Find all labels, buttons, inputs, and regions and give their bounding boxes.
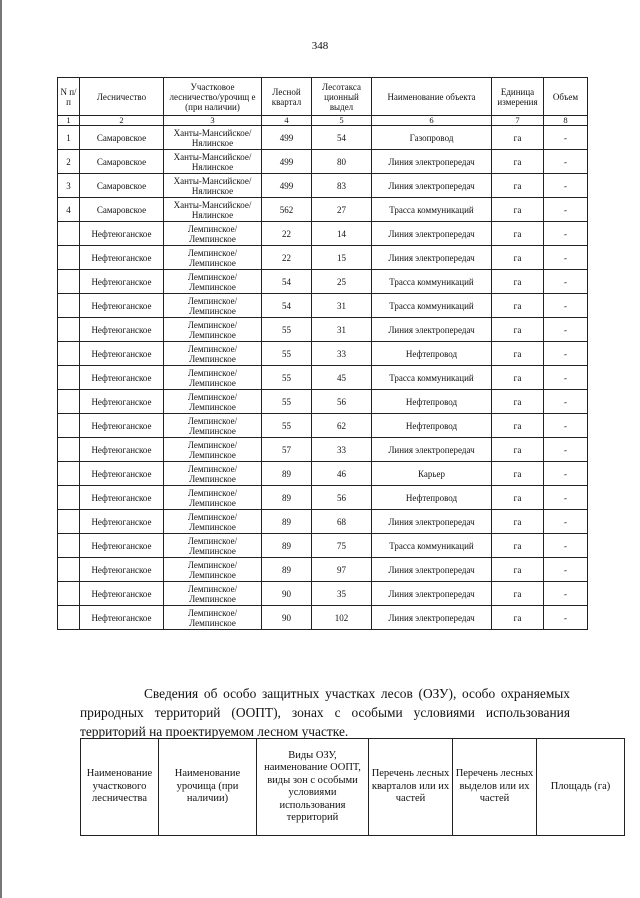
object-name-cell: Линия электропередач xyxy=(372,174,492,198)
column-number: 4 xyxy=(262,116,312,126)
row-number-cell xyxy=(58,534,80,558)
ozu-header-plots: Перечень лесных выделов или их частей xyxy=(453,739,537,836)
object-name-cell: Нефтепровод xyxy=(372,390,492,414)
volume-cell: - xyxy=(544,246,588,270)
unit-cell: га xyxy=(492,294,544,318)
column-number: 8 xyxy=(544,116,588,126)
forestry-cell: Самаровское xyxy=(80,126,164,150)
ozu-header-zone-types: Виды ОЗУ, наименование ООПТ, виды зон с особыми условиями использования территорий xyxy=(257,739,369,836)
unit-cell: га xyxy=(492,366,544,390)
quarter-cell: 89 xyxy=(262,486,312,510)
header-unit: Единица измерения xyxy=(492,78,544,116)
quarter-cell: 89 xyxy=(262,510,312,534)
unit-cell: га xyxy=(492,342,544,366)
ozu-header-row xyxy=(81,739,625,836)
column-number: 6 xyxy=(372,116,492,126)
ozu-header-tract: Наименование урочища (при наличии) xyxy=(159,739,257,836)
district-forestry-cell: Лемпинское/ Лемпинское xyxy=(164,366,262,390)
row-number-cell xyxy=(58,270,80,294)
object-name-cell: Линия электропередач xyxy=(372,582,492,606)
plot-cell: 33 xyxy=(312,342,372,366)
row-number-cell xyxy=(58,294,80,318)
plot-cell: 31 xyxy=(312,318,372,342)
volume-cell: - xyxy=(544,174,588,198)
forestry-cell: Нефтеюганское xyxy=(80,222,164,246)
row-number-cell xyxy=(58,222,80,246)
table-row xyxy=(58,126,588,150)
quarter-cell: 22 xyxy=(262,222,312,246)
unit-cell: га xyxy=(492,510,544,534)
quarter-cell: 89 xyxy=(262,534,312,558)
row-number-cell xyxy=(58,318,80,342)
plot-cell: 31 xyxy=(312,294,372,318)
plot-cell: 54 xyxy=(312,126,372,150)
forestry-cell: Нефтеюганское xyxy=(80,486,164,510)
quarter-cell: 90 xyxy=(262,606,312,630)
quarter-cell: 22 xyxy=(262,246,312,270)
object-name-cell: Газопровод xyxy=(372,126,492,150)
object-name-cell: Линия электропередач xyxy=(372,558,492,582)
forestry-cell: Нефтеюганское xyxy=(80,414,164,438)
row-number-cell xyxy=(58,510,80,534)
unit-cell: га xyxy=(492,318,544,342)
forestry-cell: Нефтеюганское xyxy=(80,390,164,414)
volume-cell: - xyxy=(544,390,588,414)
table-row xyxy=(58,222,588,246)
plot-cell: 56 xyxy=(312,390,372,414)
district-forestry-cell: Ханты-Мансийское/ Нялинское xyxy=(164,126,262,150)
forestry-cell: Нефтеюганское xyxy=(80,510,164,534)
header-forestry: Лесничество xyxy=(80,78,164,116)
unit-cell: га xyxy=(492,462,544,486)
plot-cell: 14 xyxy=(312,222,372,246)
plot-cell: 33 xyxy=(312,438,372,462)
district-forestry-cell: Ханты-Мансийское/ Нялинское xyxy=(164,198,262,222)
table-row xyxy=(58,174,588,198)
column-number: 3 xyxy=(164,116,262,126)
plot-cell: 56 xyxy=(312,486,372,510)
header-district-forestry: Участковое лесничество/урочищ е (при наличии) xyxy=(164,78,262,116)
object-name-cell: Линия электропередач xyxy=(372,246,492,270)
row-number-cell xyxy=(58,462,80,486)
table-row xyxy=(58,246,588,270)
unit-cell: га xyxy=(492,150,544,174)
quarter-cell: 54 xyxy=(262,294,312,318)
forestry-cell: Самаровское xyxy=(80,198,164,222)
district-forestry-cell: Лемпинское/ Лемпинское xyxy=(164,534,262,558)
forestry-cell: Нефтеюганское xyxy=(80,534,164,558)
plot-cell: 68 xyxy=(312,510,372,534)
volume-cell: - xyxy=(544,270,588,294)
quarter-cell: 89 xyxy=(262,558,312,582)
row-number-cell xyxy=(58,366,80,390)
quarter-cell: 55 xyxy=(262,318,312,342)
header-volume: Объем xyxy=(544,78,588,116)
plot-cell: 45 xyxy=(312,366,372,390)
volume-cell: - xyxy=(544,606,588,630)
column-number: 2 xyxy=(80,116,164,126)
forest-plot-table xyxy=(57,77,588,630)
quarter-cell: 499 xyxy=(262,150,312,174)
district-forestry-cell: Лемпинское/ Лемпинское xyxy=(164,438,262,462)
page-number: 348 xyxy=(311,40,329,52)
ozu-table xyxy=(80,738,625,836)
object-name-cell: Линия электропередач xyxy=(372,150,492,174)
forestry-cell: Самаровское xyxy=(80,150,164,174)
table-row xyxy=(58,558,588,582)
plot-cell: 102 xyxy=(312,606,372,630)
district-forestry-cell: Лемпинское/ Лемпинское xyxy=(164,582,262,606)
plot-cell: 27 xyxy=(312,198,372,222)
district-forestry-cell: Лемпинское/ Лемпинское xyxy=(164,318,262,342)
header-number: N п/п xyxy=(58,78,80,116)
district-forestry-cell: Лемпинское/ Лемпинское xyxy=(164,270,262,294)
quarter-cell: 55 xyxy=(262,414,312,438)
object-name-cell: Линия электропередач xyxy=(372,438,492,462)
table-row xyxy=(58,294,588,318)
table-row xyxy=(58,462,588,486)
unit-cell: га xyxy=(492,486,544,510)
row-number-cell: 2 xyxy=(58,150,80,174)
volume-cell: - xyxy=(544,342,588,366)
volume-cell: - xyxy=(544,462,588,486)
quarter-cell: 499 xyxy=(262,126,312,150)
row-number-cell xyxy=(58,438,80,462)
header-forest-quarter: Лесной квартал xyxy=(262,78,312,116)
quarter-cell: 55 xyxy=(262,342,312,366)
table-row xyxy=(58,198,588,222)
volume-cell: - xyxy=(544,222,588,246)
plot-cell: 75 xyxy=(312,534,372,558)
object-name-cell: Нефтепровод xyxy=(372,342,492,366)
forestry-cell: Нефтеюганское xyxy=(80,366,164,390)
object-name-cell: Линия электропередач xyxy=(372,510,492,534)
table-row xyxy=(58,318,588,342)
row-number-cell: 4 xyxy=(58,198,80,222)
object-name-cell: Линия электропередач xyxy=(372,318,492,342)
district-forestry-cell: Лемпинское/ Лемпинское xyxy=(164,606,262,630)
row-number-cell xyxy=(58,558,80,582)
header-object-name: Наименование объекта xyxy=(372,78,492,116)
district-forestry-cell: Ханты-Мансийское/ Нялинское xyxy=(164,174,262,198)
plot-cell: 15 xyxy=(312,246,372,270)
object-name-cell: Нефтепровод xyxy=(372,414,492,438)
forestry-cell: Нефтеюганское xyxy=(80,342,164,366)
quarter-cell: 55 xyxy=(262,366,312,390)
row-number-cell xyxy=(58,246,80,270)
column-number: 1 xyxy=(58,116,80,126)
row-number-cell xyxy=(58,606,80,630)
object-name-cell: Трасса коммуникаций xyxy=(372,198,492,222)
quarter-cell: 90 xyxy=(262,582,312,606)
table-row xyxy=(58,438,588,462)
object-name-cell: Карьер xyxy=(372,462,492,486)
header-forest-plot: Лесотакса ционный выдел xyxy=(312,78,372,116)
ozu-header-area: Площадь (га) xyxy=(537,739,625,836)
district-forestry-cell: Лемпинское/ Лемпинское xyxy=(164,294,262,318)
unit-cell: га xyxy=(492,414,544,438)
district-forestry-cell: Лемпинское/ Лемпинское xyxy=(164,462,262,486)
forestry-cell: Нефтеюганское xyxy=(80,582,164,606)
table-row xyxy=(58,606,588,630)
unit-cell: га xyxy=(492,438,544,462)
unit-cell: га xyxy=(492,174,544,198)
district-forestry-cell: Лемпинское/ Лемпинское xyxy=(164,246,262,270)
table-row xyxy=(58,534,588,558)
volume-cell: - xyxy=(544,366,588,390)
volume-cell: - xyxy=(544,150,588,174)
plot-cell: 83 xyxy=(312,174,372,198)
object-name-cell: Трасса коммуникаций xyxy=(372,294,492,318)
plot-cell: 62 xyxy=(312,414,372,438)
row-number-cell: 1 xyxy=(58,126,80,150)
column-number-row xyxy=(58,116,588,126)
volume-cell: - xyxy=(544,486,588,510)
column-number: 7 xyxy=(492,116,544,126)
unit-cell: га xyxy=(492,606,544,630)
ozu-header-quarters: Перечень лесных кварталов или их частей xyxy=(369,739,453,836)
volume-cell: - xyxy=(544,534,588,558)
volume-cell: - xyxy=(544,414,588,438)
unit-cell: га xyxy=(492,222,544,246)
plot-cell: 35 xyxy=(312,582,372,606)
unit-cell: га xyxy=(492,246,544,270)
quarter-cell: 54 xyxy=(262,270,312,294)
quarter-cell: 55 xyxy=(262,390,312,414)
volume-cell: - xyxy=(544,198,588,222)
object-name-cell: Нефтепровод xyxy=(372,486,492,510)
unit-cell: га xyxy=(492,582,544,606)
object-name-cell: Трасса коммуникаций xyxy=(372,366,492,390)
forestry-cell: Нефтеюганское xyxy=(80,294,164,318)
table-header-row xyxy=(58,78,588,116)
district-forestry-cell: Лемпинское/ Лемпинское xyxy=(164,390,262,414)
column-number: 5 xyxy=(312,116,372,126)
row-number-cell xyxy=(58,582,80,606)
forestry-cell: Нефтеюганское xyxy=(80,318,164,342)
forestry-cell: Нефтеюганское xyxy=(80,462,164,486)
forestry-cell: Нефтеюганское xyxy=(80,246,164,270)
table-row xyxy=(58,390,588,414)
unit-cell: га xyxy=(492,534,544,558)
table-row xyxy=(58,486,588,510)
plot-cell: 80 xyxy=(312,150,372,174)
object-name-cell: Трасса коммуникаций xyxy=(372,534,492,558)
ozu-intro-paragraph: Сведения об особо защитных участках лесов (ОЗУ), особо охраняемых природных территорий (ООПТ), зонах с особыми условиями использования территорий на проектируемом лесном участке. xyxy=(80,686,570,740)
volume-cell: - xyxy=(544,438,588,462)
volume-cell: - xyxy=(544,126,588,150)
plot-cell: 25 xyxy=(312,270,372,294)
table-row xyxy=(58,270,588,294)
district-forestry-cell: Лемпинское/ Лемпинское xyxy=(164,342,262,366)
volume-cell: - xyxy=(544,582,588,606)
forestry-cell: Нефтеюганское xyxy=(80,558,164,582)
row-number-cell xyxy=(58,390,80,414)
row-number-cell xyxy=(58,486,80,510)
district-forestry-cell: Лемпинское/ Лемпинское xyxy=(164,486,262,510)
table-row xyxy=(58,150,588,174)
forestry-cell: Нефтеюганское xyxy=(80,438,164,462)
unit-cell: га xyxy=(492,390,544,414)
quarter-cell: 499 xyxy=(262,174,312,198)
quarter-cell: 89 xyxy=(262,462,312,486)
volume-cell: - xyxy=(544,510,588,534)
unit-cell: га xyxy=(492,198,544,222)
district-forestry-cell: Ханты-Мансийское/ Нялинское xyxy=(164,150,262,174)
forestry-cell: Нефтеюганское xyxy=(80,606,164,630)
volume-cell: - xyxy=(544,318,588,342)
object-name-cell: Линия электропередач xyxy=(372,222,492,246)
volume-cell: - xyxy=(544,558,588,582)
district-forestry-cell: Лемпинское/ Лемпинское xyxy=(164,222,262,246)
row-number-cell xyxy=(58,342,80,366)
plot-cell: 97 xyxy=(312,558,372,582)
quarter-cell: 562 xyxy=(262,198,312,222)
object-name-cell: Линия электропередач xyxy=(372,606,492,630)
table-row xyxy=(58,366,588,390)
table-row xyxy=(58,342,588,366)
object-name-cell: Трасса коммуникаций xyxy=(372,270,492,294)
table-row xyxy=(58,414,588,438)
plot-cell: 46 xyxy=(312,462,372,486)
quarter-cell: 57 xyxy=(262,438,312,462)
ozu-header-forestry: Наименование участкового лесничества xyxy=(81,739,159,836)
unit-cell: га xyxy=(492,558,544,582)
table-row xyxy=(58,510,588,534)
district-forestry-cell: Лемпинское/ Лемпинское xyxy=(164,510,262,534)
row-number-cell xyxy=(58,414,80,438)
table-row xyxy=(58,582,588,606)
district-forestry-cell: Лемпинское/ Лемпинское xyxy=(164,414,262,438)
forestry-cell: Нефтеюганское xyxy=(80,270,164,294)
row-number-cell: 3 xyxy=(58,174,80,198)
forestry-cell: Самаровское xyxy=(80,174,164,198)
volume-cell: - xyxy=(544,294,588,318)
unit-cell: га xyxy=(492,270,544,294)
district-forestry-cell: Лемпинское/ Лемпинское xyxy=(164,558,262,582)
scan-edge-line xyxy=(0,0,2,898)
unit-cell: га xyxy=(492,126,544,150)
